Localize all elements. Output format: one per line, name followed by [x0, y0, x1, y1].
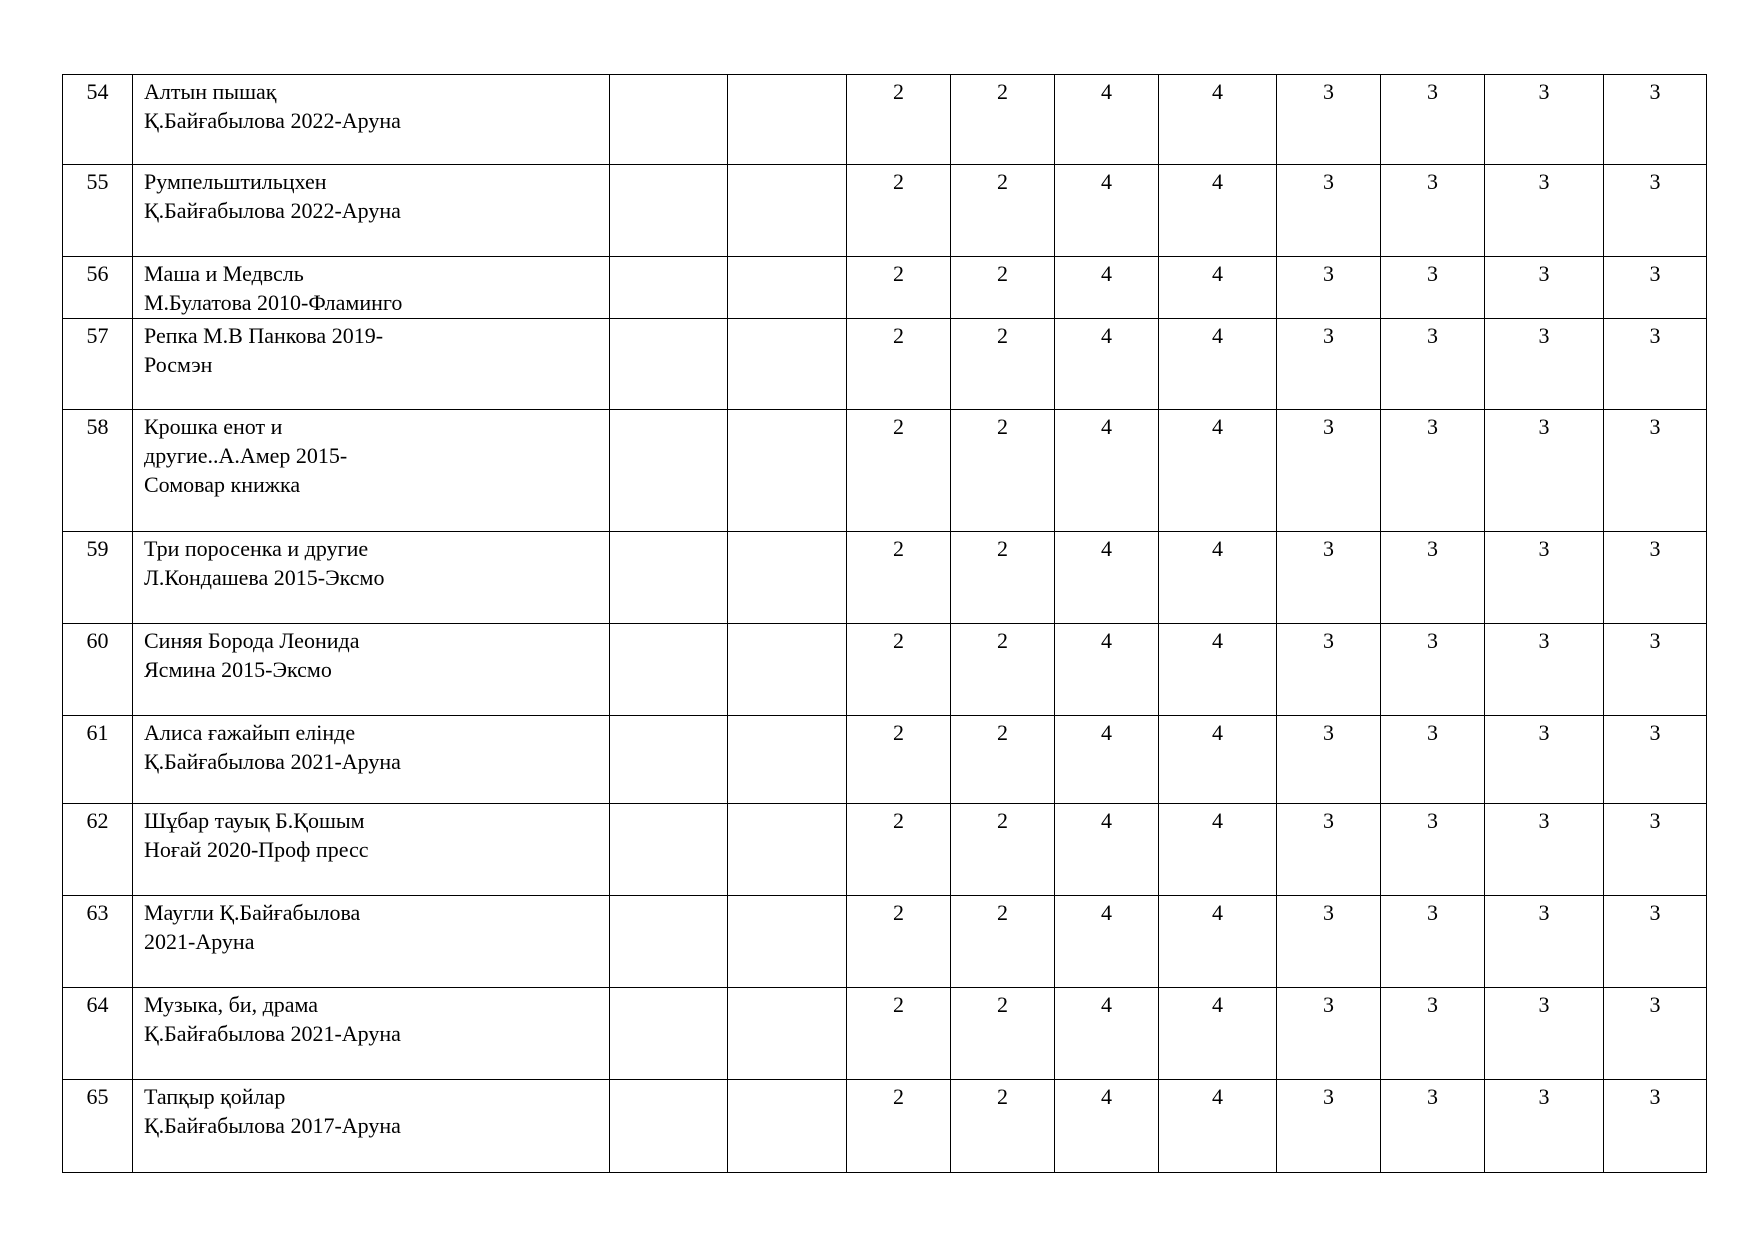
value-cell: 4: [1159, 896, 1277, 988]
value-cell: 4: [1159, 319, 1277, 410]
value-cell: 2: [951, 75, 1055, 165]
value-cell: 3: [1277, 319, 1381, 410]
empty-cell: [728, 75, 847, 165]
value-cell: 4: [1055, 896, 1159, 988]
value-cell: 3: [1485, 532, 1604, 624]
value-cell: 3: [1604, 624, 1707, 716]
value-cell: 3: [1381, 319, 1485, 410]
value-cell: 3: [1381, 988, 1485, 1080]
value-cell: 4: [1055, 165, 1159, 257]
empty-cell: [728, 410, 847, 532]
book-list-table: [62, 74, 1707, 1173]
empty-cell: [728, 532, 847, 624]
book-title-cell: [133, 75, 610, 165]
book-title-line: Маша и Медвсль: [144, 261, 304, 286]
book-title-cell: [133, 804, 610, 896]
value-cell: 2: [847, 716, 951, 804]
value-cell: 2: [847, 410, 951, 532]
value-cell: 4: [1159, 257, 1277, 319]
book-title-line: Румпельштильцхен: [144, 169, 327, 194]
empty-cell: [610, 896, 728, 988]
value-cell: 2: [951, 410, 1055, 532]
value-cell: 2: [847, 1080, 951, 1173]
book-title-cell: [133, 716, 610, 804]
empty-cell: [610, 532, 728, 624]
value-cell: 3: [1485, 165, 1604, 257]
book-title-line: Синяя Борода Леонида: [144, 628, 360, 653]
table-row: [63, 896, 1707, 988]
value-cell: 4: [1055, 1080, 1159, 1173]
book-title-cell: [133, 257, 610, 319]
value-cell: 2: [847, 257, 951, 319]
value-cell: 4: [1055, 804, 1159, 896]
value-cell: 4: [1159, 1080, 1277, 1173]
value-cell: 2: [847, 319, 951, 410]
book-title-line: 2021-Аруна: [144, 929, 255, 954]
book-title-line: другие..А.Амер 2015-: [144, 443, 348, 468]
book-title-cell: [133, 988, 610, 1080]
value-cell: 3: [1604, 804, 1707, 896]
value-cell: 3: [1381, 532, 1485, 624]
book-title-cell: [133, 896, 610, 988]
value-cell: 4: [1159, 410, 1277, 532]
empty-cell: [610, 624, 728, 716]
empty-cell: [610, 1080, 728, 1173]
value-cell: 3: [1381, 1080, 1485, 1173]
book-title-cell: [133, 410, 610, 532]
row-number: 54: [63, 75, 133, 165]
value-cell: 4: [1055, 988, 1159, 1080]
value-cell: 3: [1381, 75, 1485, 165]
value-cell: 2: [951, 804, 1055, 896]
value-cell: 4: [1055, 532, 1159, 624]
value-cell: 3: [1277, 896, 1381, 988]
value-cell: 3: [1277, 165, 1381, 257]
empty-cell: [610, 165, 728, 257]
book-title-line: М.Булатова 2010-Фламинго: [144, 290, 403, 315]
value-cell: 3: [1277, 75, 1381, 165]
value-cell: 4: [1159, 624, 1277, 716]
value-cell: 2: [951, 624, 1055, 716]
table-row: [63, 624, 1707, 716]
row-number: 64: [63, 988, 133, 1080]
table-row: [63, 410, 1707, 532]
book-title-line: Росмэн: [144, 352, 213, 377]
value-cell: 3: [1381, 624, 1485, 716]
value-cell: 4: [1055, 319, 1159, 410]
value-cell: 3: [1485, 804, 1604, 896]
value-cell: 3: [1381, 410, 1485, 532]
value-cell: 3: [1277, 532, 1381, 624]
book-title-cell: [133, 1080, 610, 1173]
table-row: [63, 804, 1707, 896]
value-cell: 3: [1485, 624, 1604, 716]
value-cell: 3: [1277, 988, 1381, 1080]
empty-cell: [610, 716, 728, 804]
value-cell: 4: [1055, 624, 1159, 716]
value-cell: 3: [1604, 319, 1707, 410]
value-cell: 3: [1485, 988, 1604, 1080]
value-cell: 4: [1159, 988, 1277, 1080]
book-title-line: Қ.Байғабылова 2022-Аруна: [144, 108, 401, 133]
value-cell: 3: [1277, 624, 1381, 716]
empty-cell: [610, 410, 728, 532]
empty-cell: [728, 319, 847, 410]
value-cell: 2: [951, 988, 1055, 1080]
value-cell: 3: [1485, 319, 1604, 410]
value-cell: 2: [951, 165, 1055, 257]
value-cell: 2: [847, 624, 951, 716]
book-title-line: Алтын пышақ: [144, 79, 277, 104]
row-number: 58: [63, 410, 133, 532]
table-body: [63, 75, 1707, 1173]
empty-cell: [728, 988, 847, 1080]
value-cell: 4: [1055, 410, 1159, 532]
row-number: 61: [63, 716, 133, 804]
row-number: 63: [63, 896, 133, 988]
value-cell: 3: [1604, 257, 1707, 319]
value-cell: 2: [951, 532, 1055, 624]
value-cell: 2: [951, 1080, 1055, 1173]
value-cell: 3: [1381, 896, 1485, 988]
value-cell: 3: [1381, 257, 1485, 319]
value-cell: 3: [1381, 804, 1485, 896]
book-title-line: Қ.Байғабылова 2021-Аруна: [144, 1021, 401, 1046]
book-title-line: Алиса ғажайып елінде: [144, 720, 356, 745]
book-title-line: Тапқыр қойлар: [144, 1084, 286, 1109]
value-cell: 3: [1485, 1080, 1604, 1173]
book-title-line: Қ.Байғабылова 2022-Аруна: [144, 198, 401, 223]
table-row: [63, 532, 1707, 624]
empty-cell: [728, 1080, 847, 1173]
book-title-line: Три поросенка и другие: [144, 536, 369, 561]
value-cell: 3: [1381, 716, 1485, 804]
empty-cell: [610, 319, 728, 410]
book-title-line: Сомовар книжка: [144, 472, 301, 497]
value-cell: 3: [1604, 410, 1707, 532]
value-cell: 3: [1381, 165, 1485, 257]
value-cell: 3: [1604, 716, 1707, 804]
value-cell: 2: [847, 532, 951, 624]
empty-cell: [728, 804, 847, 896]
book-title-line: Маугли Қ.Байғабылова: [144, 900, 361, 925]
table-row: [63, 257, 1707, 319]
book-title-line: Репка М.В Панкова 2019-: [144, 323, 384, 348]
value-cell: 3: [1485, 716, 1604, 804]
value-cell: 2: [951, 716, 1055, 804]
book-title-line: Қ.Байғабылова 2021-Аруна: [144, 749, 401, 774]
value-cell: 3: [1485, 257, 1604, 319]
value-cell: 3: [1277, 410, 1381, 532]
value-cell: 3: [1604, 532, 1707, 624]
value-cell: 3: [1604, 896, 1707, 988]
table-row: [63, 165, 1707, 257]
book-title-cell: [133, 624, 610, 716]
book-title-line: Музыка, би, драма: [144, 992, 319, 1017]
value-cell: 4: [1159, 75, 1277, 165]
book-title-line: Крошка енот и: [144, 414, 283, 439]
empty-cell: [728, 624, 847, 716]
value-cell: 3: [1485, 896, 1604, 988]
row-number: 62: [63, 804, 133, 896]
empty-cell: [610, 804, 728, 896]
book-title-cell: [133, 532, 610, 624]
value-cell: 3: [1485, 75, 1604, 165]
value-cell: 3: [1277, 716, 1381, 804]
value-cell: 2: [951, 896, 1055, 988]
table-row: [63, 1080, 1707, 1173]
empty-cell: [728, 896, 847, 988]
row-number: 56: [63, 257, 133, 319]
row-number: 57: [63, 319, 133, 410]
empty-cell: [728, 257, 847, 319]
value-cell: 4: [1055, 257, 1159, 319]
book-title-line: Ноғай 2020-Проф пресс: [144, 837, 369, 862]
empty-cell: [610, 75, 728, 165]
table-row: [63, 716, 1707, 804]
value-cell: 2: [847, 75, 951, 165]
value-cell: 2: [847, 896, 951, 988]
value-cell: 2: [951, 319, 1055, 410]
value-cell: 4: [1055, 716, 1159, 804]
table-row: [63, 75, 1707, 165]
value-cell: 2: [951, 257, 1055, 319]
value-cell: 2: [847, 165, 951, 257]
book-title-line: Л.Кондашева 2015-Эксмо: [144, 565, 385, 590]
value-cell: 3: [1604, 988, 1707, 1080]
value-cell: 3: [1604, 1080, 1707, 1173]
book-title-cell: [133, 165, 610, 257]
table-row: [63, 319, 1707, 410]
row-number: 55: [63, 165, 133, 257]
table-row: [63, 988, 1707, 1080]
value-cell: 3: [1277, 1080, 1381, 1173]
value-cell: 4: [1159, 165, 1277, 257]
row-number: 59: [63, 532, 133, 624]
value-cell: 3: [1604, 165, 1707, 257]
row-number: 65: [63, 1080, 133, 1173]
value-cell: 4: [1055, 75, 1159, 165]
book-title-line: Шұбар тауық Б.Қошым: [144, 808, 365, 833]
value-cell: 3: [1485, 410, 1604, 532]
value-cell: 4: [1159, 532, 1277, 624]
empty-cell: [728, 716, 847, 804]
value-cell: 3: [1277, 804, 1381, 896]
value-cell: 2: [847, 988, 951, 1080]
empty-cell: [610, 257, 728, 319]
value-cell: 2: [847, 804, 951, 896]
value-cell: 3: [1277, 257, 1381, 319]
value-cell: 3: [1604, 75, 1707, 165]
value-cell: 4: [1159, 804, 1277, 896]
book-title-line: Қ.Байғабылова 2017-Аруна: [144, 1113, 401, 1138]
value-cell: 4: [1159, 716, 1277, 804]
row-number: 60: [63, 624, 133, 716]
book-title-cell: [133, 319, 610, 410]
empty-cell: [610, 988, 728, 1080]
empty-cell: [728, 165, 847, 257]
book-title-line: Ясмина 2015-Эксмо: [144, 657, 332, 682]
